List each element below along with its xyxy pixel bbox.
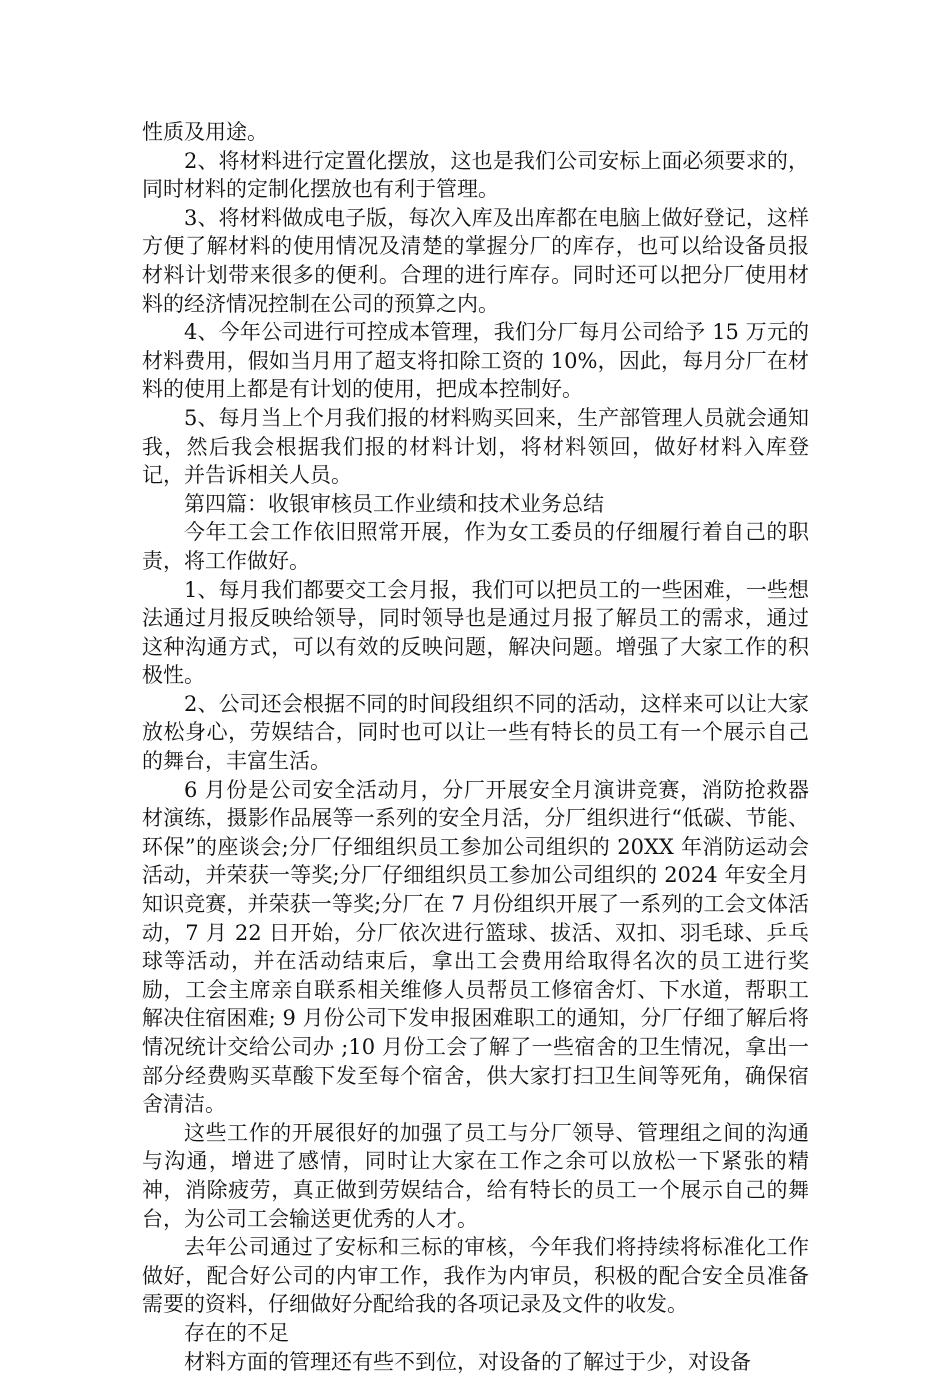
paragraph: 材料方面的管理还有些不到位，对设备的了解过于少，对设备 <box>184 1349 751 1374</box>
document-body <box>142 118 809 1376</box>
subheading: 存在的不足 <box>184 1320 289 1345</box>
paragraph: 性质及用途。 <box>142 120 268 144</box>
paragraph: 2、将材料进行定置化摆放，这也是我们公司安标上面必须要求的，同时材料的定制化摆放也有利于管理。 <box>142 148 809 202</box>
paragraph: 这些工作的开展很好的加强了员工与分厂领导、管理组之间的沟通与沟通，增进了感情，同时让大家在工作之余可以放松一下紧张的精神，消除疲劳，真正做到劳娱结合，给有特长的员工一个展示自己的舞台，为公司工会输送更优秀的人才。 <box>142 1120 809 1231</box>
paragraph: 2、公司还会根据不同的时间段组织不同的活动，这样来可以让大家放松身心，劳娱结合，同时也可以让一些有特长的员工有一个展示自己的舞台，丰富生活。 <box>142 691 809 774</box>
paragraph: 5、每月当上个月我们报的材料购买回来，生产部管理人员就会通知我，然后我会根据我们报的材料计划，将材料领回，做好材料入库登记，并告诉相关人员。 <box>142 405 809 488</box>
paragraph: 4、今年公司进行可控成本管理，我们分厂每月公司给予 15 万元的材料费用，假如当月用了超支将扣除工资的 10%，因此，每月分厂在材料的使用上都是有计划的使用，把成本控制好。 <box>142 320 809 402</box>
paragraph: 1、每月我们都要交工会月报，我们可以把员工的一些困难，一些想法通过月报反映给领导，同时领导也是通过月报了解员工的需求，通过这种沟通方式，可以有效的反映问题，解决问题。增强了大家工作的积极性。 <box>142 577 809 688</box>
paragraph: 去年公司通过了安标和三标的审核，今年我们将持续将标准化工作做好，配合好公司的内审工作，我作为内审员，积极的配合安全员准备需要的资料，仔细做好分配给我的各项记录及文件的收发。 <box>142 1235 809 1317</box>
section-heading: 第四篇：收银审核员工作业绩和技术业务总结 <box>184 491 604 516</box>
paragraph: 今年工会工作依旧照常开展，作为女工委员的仔细履行着自己的职责，将工作做好。 <box>142 520 809 573</box>
paragraph: 6 月份是公司安全活动月，分厂开展安全月演讲竞赛，消防抢救器材演练，摄影作品展等一系列的安全月活，分厂组织进行“低碳、节能、环保”的座谈会;分厂仔细组织员工参加公司组织的 20XX 年消防运动会活动，并荣获一等奖;分厂仔细组织员工参加公司组织的 2024 年安全月知识竞赛，并荣获一等奖;分厂在 7 月份组织开展了一系列的工会文体活动，7 月 22 日开始，分厂依次进行篮球、拔活、双扣、羽毛球、乒乓球等活动，并在活动结束后，拿出工会费用给取得名次的员工进行奖励，工会主席亲自联系相关维修人员帮员工修宿舍灯、下水道，帮职工解决住宿困难; 9 月份公司下发申报困难职工的通知，分厂仔细了解后将情况统计交给公司办 ;10 月份工会了解了一些宿舍的卫生情况，拿出一部分经费购买草酸下发至每个宿舍，供大家打扫卫生间等死角，确保宿舍清洁。 <box>142 777 809 1117</box>
paragraph: 3、将材料做成电子版，每次入库及出库都在电脑上做好登记，这样方便了解材料的使用情况及清楚的掌握分厂的库存，也可以给设备员报材料计划带来很多的便利。合理的进行库存。同时还可以把分厂使用材料的经济情况控制在公司的预算之内。 <box>142 205 809 316</box>
